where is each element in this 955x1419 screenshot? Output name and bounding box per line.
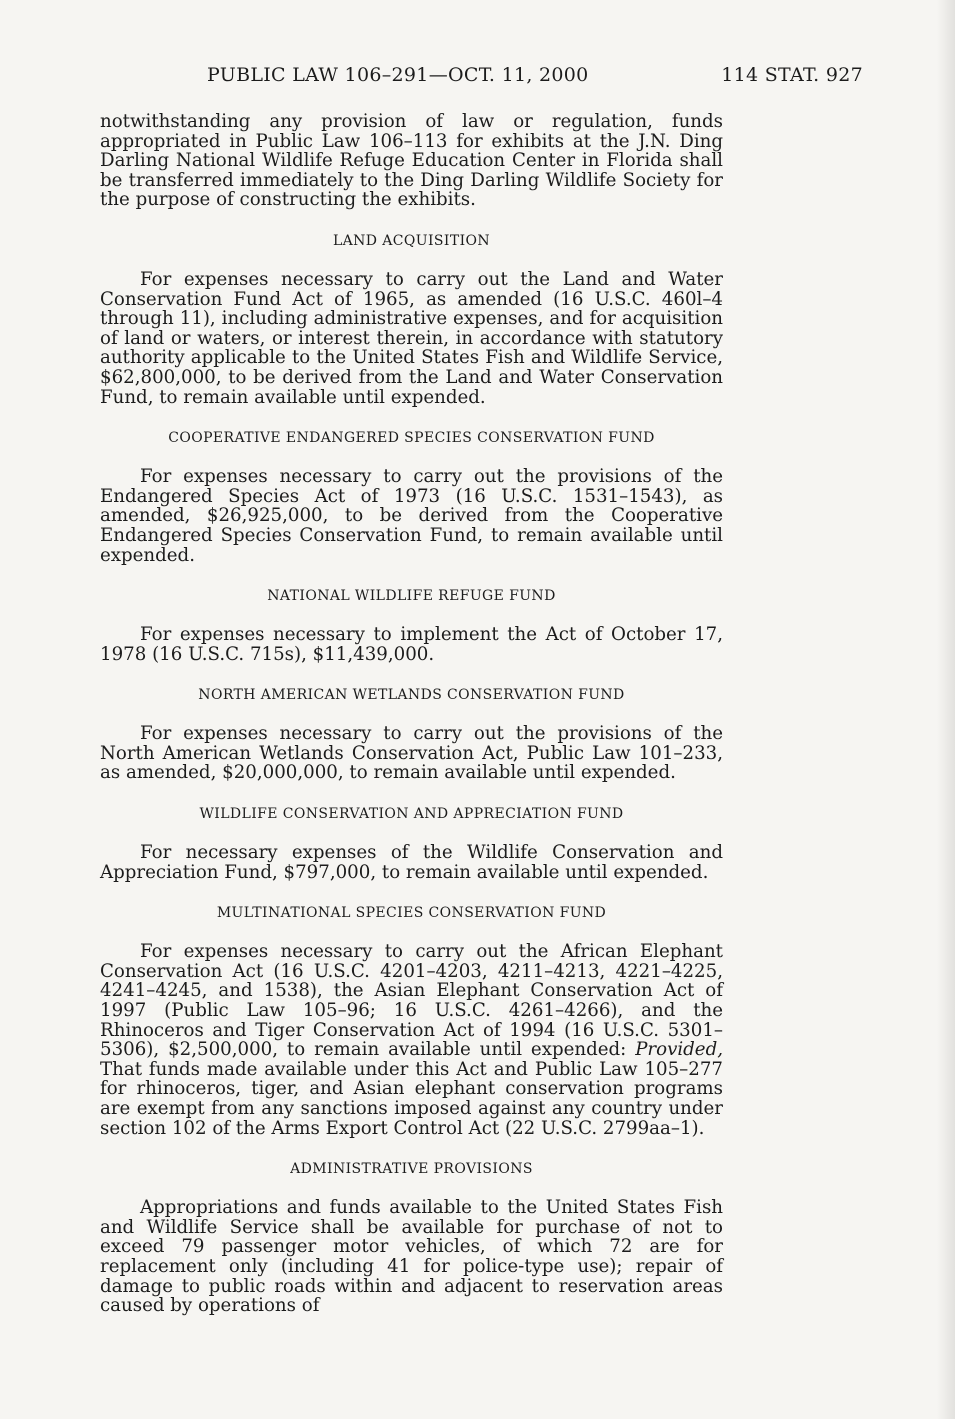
section-heading: LAND ACQUISITION	[332, 232, 491, 249]
page-edge	[937, 0, 955, 1419]
running-header	[100, 64, 863, 90]
section-heading: WILDLIFE CONSERVATION AND APPRECIATION FUND	[199, 806, 624, 823]
provided-proviso: Provided,	[635, 1039, 723, 1061]
section-heading: NATIONAL WILDLIFE REFUGE FUND	[267, 588, 556, 605]
section-heading: COOPERATIVE ENDANGERED SPECIES CONSERVATION FUND	[168, 430, 655, 447]
paragraph-text: That funds made available under this Act and Public Law 105–277 for rhinoceros, tiger, and Asian elephant conservation programs are exempt from any sanctions imposed against any country under section 102 of the Arms Export Control Act (22 U.S.C. 2799aa–1).	[100, 1058, 723, 1139]
section-paragraph: For expenses necessary to carry out the provisions of the North American Wetlands Conservation Act, Public Law 101–233, as amended, $20,000,000, to remain available until expended.	[100, 723, 723, 784]
section-heading: NORTH AMERICAN WETLANDS CONSERVATION FUND	[198, 687, 625, 704]
section-paragraph: Appropriations and funds available to the United States Fish and Wildlife Service shall be available for purchase of not to exceed 79 passenger motor vehicles, of which 72 are for replacement only (including 41 for police-type use); repair of damage to public roads within and adjacent to reservation areas caused by operations of	[100, 1197, 723, 1317]
header-page-number: 114 STAT. 927	[721, 64, 863, 86]
section-heading: MULTINATIONAL SPECIES CONSERVATION FUND	[216, 905, 607, 922]
section-paragraph: For expenses necessary to implement the Act of October 17, 1978 (16 U.S.C. 715s), $11,439,000.	[100, 624, 723, 665]
section-paragraph: For necessary expenses of the Wildlife Conservation and Appreciation Fund, $797,000, to remain available until expended.	[100, 842, 723, 883]
section-paragraph: For expenses necessary to carry out the Land and Water Conservation Fund Act of 1965, as amended (16 U.S.C. 460l–4 through 11), including administrative expenses, and for acquisition of land or waters, or interest therein, in accordance with statutory authority applicable to the United States Fish and Wildlife Service, $62,800,000, to be derived from the Land and Water Conservation Fund, to remain available until expended.	[100, 268, 723, 408]
body-text	[100, 112, 723, 1316]
paragraph-text: For expenses necessary to carry out the African Elephant Conservation Act (16 U.S.C. 4201–4203, 4211–4213, 4221–4225, 4241–4245, and 1538), the Asian Elephant Conservation Act of 1997 (Public Law 105–96; 16 U.S.C. 4261–4266), and the Rhinoceros and Tiger Conservation Act of 1994 (16 U.S.C. 5301–5306), $2,500,000, to remain available until expended:	[100, 941, 723, 1061]
section-paragraph	[100, 942, 723, 1138]
intro-paragraph: notwithstanding any provision of law or regulation, funds appropriated in Public Law 106–113 for exhibits at the J.N. Ding Darling National Wildlife Refuge Education Center in Florida shall be transferred immediately to the Ding Darling Wildlife Society for the purpose of constructing the exhibits.	[100, 111, 723, 211]
header-citation: PUBLIC LAW 106–291—OCT. 11, 2000	[207, 64, 589, 86]
section-paragraph: For expenses necessary to carry out the provisions of the Endangered Species Act of 1973 (16 U.S.C. 1531–1543), as amended, $26,925,000, to be derived from the Cooperative Endangered Species Conservation Fund, to remain available until expended.	[100, 466, 723, 566]
section-heading: ADMINISTRATIVE PROVISIONS	[290, 1161, 533, 1178]
